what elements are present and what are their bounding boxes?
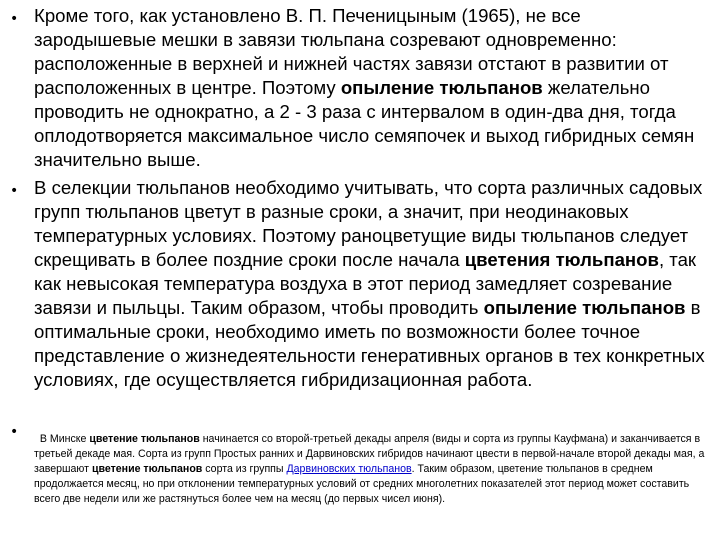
- paragraph-1: [34, 4, 706, 172]
- p2-bold-1: цветения тюльпанов: [464, 249, 659, 270]
- p3-bold-2: цветение тюльпанов: [91, 463, 203, 475]
- p1-bold-1: опыление тюльпанов: [340, 77, 543, 98]
- p2-text-2: , так как невысокая температура воздуха в этот период замедляет созревание завязи и пыльцы. Таким образом, чтобы проводить: [34, 249, 697, 318]
- p3-bold-1: цветение тюльпанов: [89, 433, 200, 445]
- p3-text-1: В Минске: [39, 433, 90, 445]
- p2-text-1: В селекции тюльпанов необходимо учитывать, что сорта различных садовых групп тюльпанов цветут в разные сроки, а значит, при неодинаковых температурных условиях. Поэтому раноцветущие виды тюльпанов следует скрещивать в более поздние сроки после начала: [34, 177, 703, 270]
- p1-text-1: Кроме того, как установлено В. П. Печеницыным (1965), не все зародышевые мешки в завязи тюльпана созревают одновременно: расположенные в верхней и нижней частях завязи отстают в развитии от расположенных в центре. Поэтому: [34, 5, 669, 98]
- p3-text-4: . Таким образом, цветение тюльпанов в среднем продолжается месяц, но при отклонении температурных условий от средних многолетних показателей этот период может составить всего две недели или же растянуться более чем на месяц (до первых чисел июня).: [34, 463, 690, 505]
- bullet-3: •: [10, 424, 19, 440]
- paragraph-2: [34, 176, 706, 392]
- p1-text-2: желательно проводить не однократно, а 2 - 3 раза с интервалом в один-два дня, тогда оплодотворяется максимальное число семяпочек и выход гибридных семян значительно выше.: [34, 77, 695, 170]
- p2-text-3: в оптимальные сроки, необходимо иметь по возможности более точное представление о жизнедеятельности генеративных органов в тех конкретных условиях, где осуществляется гибридизационная работа.: [34, 297, 705, 390]
- p2-bold-2: опыление тюльпанов: [483, 297, 686, 318]
- p3-text-2: начинается со второй-третьей декады апреля (виды и сорта из группы Кауфмана) и заканчивается в третьей декаде мая. Сорта из групп Простых ранних и Дарвиновских гибридов начинают цвести в первой-начале второй декады мая, а завершают: [34, 433, 705, 475]
- bullet-1: •: [10, 11, 19, 27]
- darwin-tulips-link[interactable]: Дарвиновских тюльпанов: [286, 463, 412, 475]
- p3-text-3: сорта из группы: [202, 463, 287, 475]
- bullet-2: •: [10, 183, 19, 199]
- paragraph-3: [34, 432, 706, 507]
